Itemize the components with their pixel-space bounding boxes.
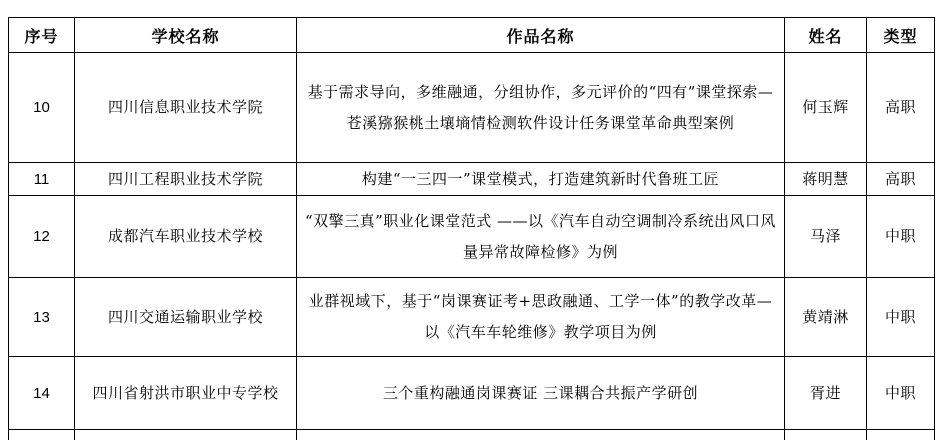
- cell-school: 四川交通运输职业学校: [75, 278, 297, 357]
- table-row: [9, 163, 935, 196]
- header-school: 学校名称: [75, 18, 297, 53]
- cell-num: 10: [9, 53, 75, 163]
- cell-school: 四川工程职业技术学院: [75, 163, 297, 196]
- table-row: [9, 278, 935, 357]
- cell-type: 中职: [867, 278, 935, 357]
- cell-num: 13: [9, 278, 75, 357]
- cell-empty: [867, 430, 935, 441]
- cell-num: 11: [9, 163, 75, 196]
- cell-work: 三个重构融通岗课赛证 三课耦合共振产学研创: [297, 357, 785, 430]
- cell-name: 马泽: [785, 196, 867, 278]
- cell-work: “双擎三真”职业化课堂范式 ——以《汽车自动空调制冷系统出风口风量异常故障检修》为例: [297, 196, 785, 278]
- cell-name: 黄靖淋: [785, 278, 867, 357]
- cell-empty: [297, 430, 785, 441]
- header-row: [9, 18, 935, 53]
- cell-work: 构建“一三四一”课堂模式，打造建筑新时代鲁班工匠: [297, 163, 785, 196]
- cell-num: 12: [9, 196, 75, 278]
- cell-school: 四川信息职业技术学院: [75, 53, 297, 163]
- cell-type: 高职: [867, 163, 935, 196]
- header-num: 序号: [9, 18, 75, 53]
- table-row: [9, 430, 935, 441]
- cell-empty: [9, 430, 75, 441]
- cell-work: 业群视域下，基于“岗课赛证考+思政融通、工学一体”的教学改革—以《汽车车轮维修》教学项目为例: [297, 278, 785, 357]
- cell-school: 成都汽车职业技术学校: [75, 196, 297, 278]
- cell-type: 中职: [867, 357, 935, 430]
- cell-name: 蒋明慧: [785, 163, 867, 196]
- header-type: 类型: [867, 18, 935, 53]
- cell-empty: [75, 430, 297, 441]
- cell-name: 胥进: [785, 357, 867, 430]
- cell-empty: [785, 430, 867, 441]
- cell-num: 14: [9, 357, 75, 430]
- table-row: [9, 196, 935, 278]
- cell-school: 四川省射洪市职业中专学校: [75, 357, 297, 430]
- header-name: 姓名: [785, 18, 867, 53]
- cell-name: 何玉辉: [785, 53, 867, 163]
- cell-work: 基于需求导向，多维融通，分组协作，多元评价的“四有”课堂探索—苍溪猕猴桃土壤墒情检测软件设计任务课堂革命典型案例: [297, 53, 785, 163]
- cell-type: 中职: [867, 196, 935, 278]
- cell-type: 高职: [867, 53, 935, 163]
- header-work: 作品名称: [297, 18, 785, 53]
- awards-table: [8, 17, 935, 440]
- table-row: [9, 53, 935, 163]
- table-row: [9, 357, 935, 430]
